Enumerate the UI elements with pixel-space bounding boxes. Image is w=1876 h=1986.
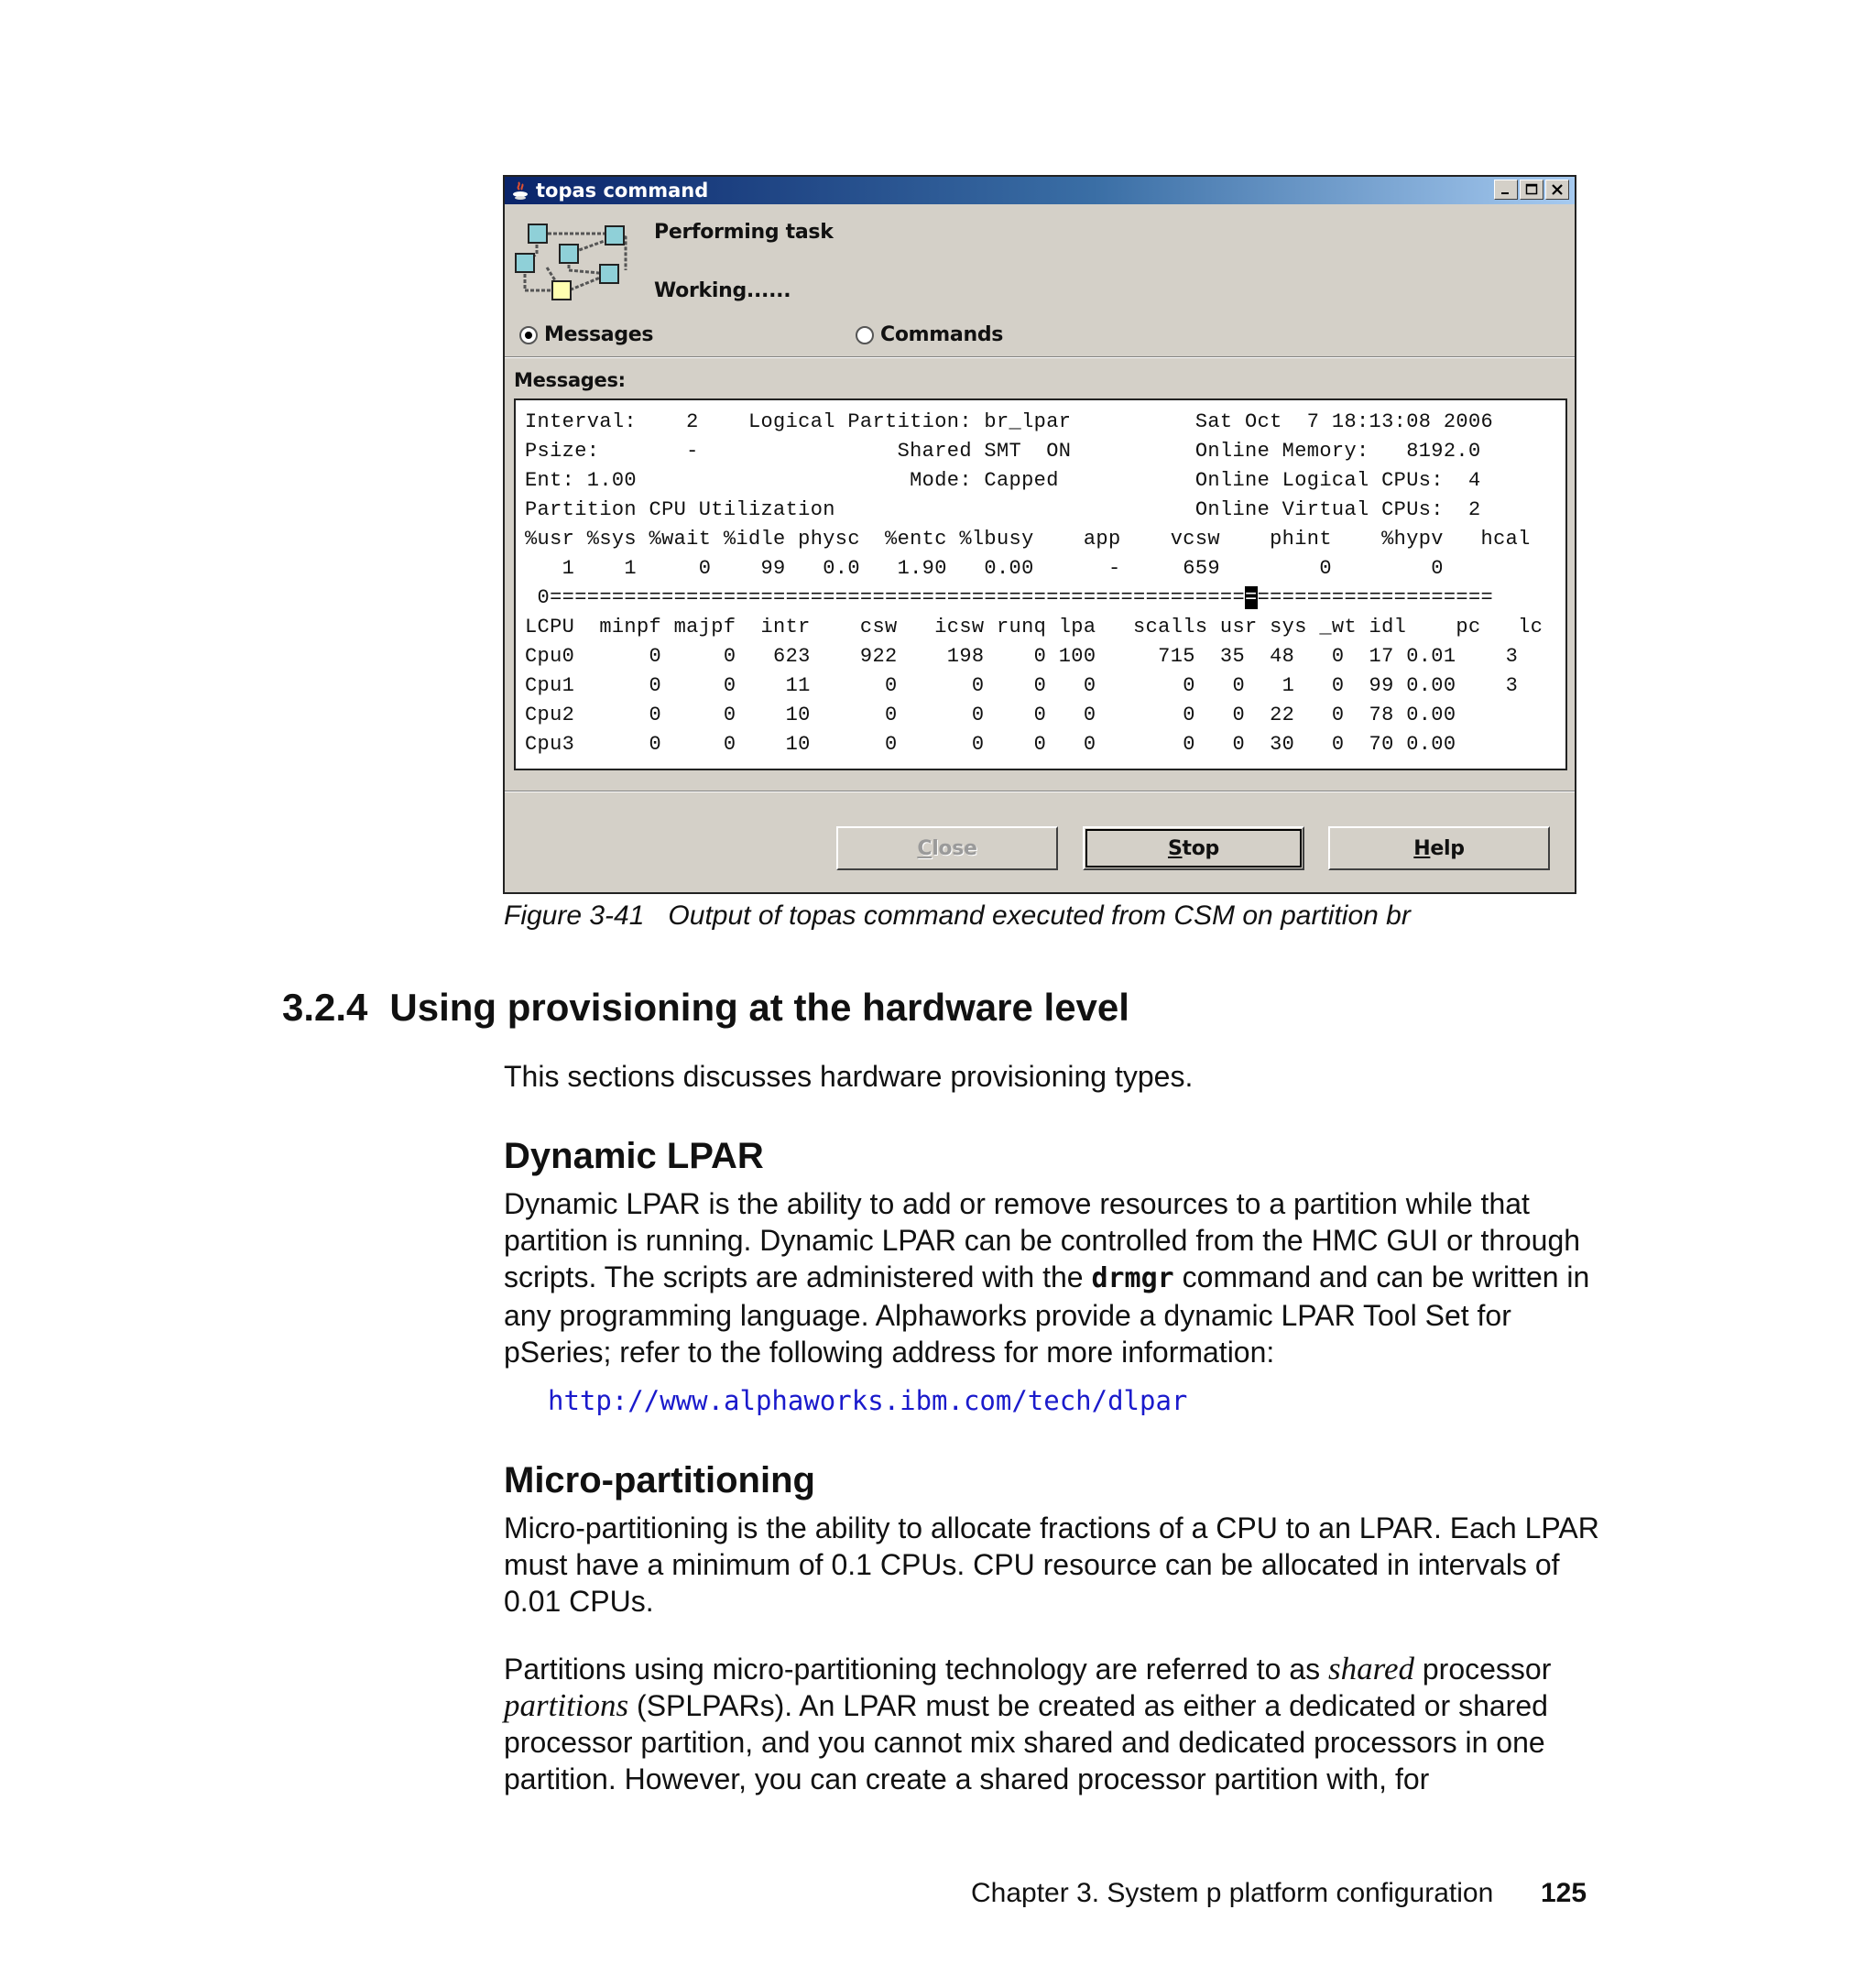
console-line: Cpu2 0 0 10 0 0 0 0 0 0 22 0 78 0.00 xyxy=(525,704,1456,726)
window-title: topas command xyxy=(536,180,709,202)
close-icon xyxy=(1551,183,1564,196)
help-button[interactable] xyxy=(1328,826,1550,870)
console-line: Interval: 2 Logical Partition: br_lpar Sat Oct 7 18:13:08 2006 xyxy=(525,410,1494,433)
console-line: Psize: - Shared SMT ON Online Memory: 8192.0 xyxy=(525,440,1481,463)
emphasis-partitions: partitions xyxy=(504,1687,629,1723)
minimize-button[interactable] xyxy=(1494,180,1518,200)
console-line: Partition CPU Utilization Online Virtual CPUs: 2 xyxy=(525,498,1481,521)
console-line: %usr %sys %wait %idle physc %entc %lbusy app vcsw phint %hypv hcal xyxy=(525,528,1531,551)
emphasis-shared: shared xyxy=(1328,1651,1414,1686)
console-line: Cpu0 0 0 623 922 198 0 100 715 35 48 0 17 0.01 3 xyxy=(525,645,1519,668)
paragraph-text: processor xyxy=(1413,1653,1552,1686)
section-heading xyxy=(282,986,1129,1030)
divider xyxy=(505,791,1575,792)
console-line: LCPU minpf majpf intr csw icsw runq lpa scalls usr sys _wt idl pc lc xyxy=(525,616,1543,638)
stop-button[interactable] xyxy=(1083,826,1304,870)
radio-messages-label: Messages xyxy=(544,323,654,346)
section-number: 3.2.4 xyxy=(282,986,368,1029)
mnemonic-letter: H xyxy=(1413,836,1431,860)
paragraph-text: command and can be written in any programming language. Alphaworks provide a dynamic LPAR Tool Set for pSeries; refer to the following address for more information: xyxy=(504,1260,1590,1369)
page-number: 125 xyxy=(1541,1878,1587,1908)
chapter-footer: Chapter 3. System p platform configuration xyxy=(971,1878,1494,1908)
section-intro: This sections discusses hardware provisioning types. xyxy=(504,1060,1194,1093)
paragraph-text: Dynamic LPAR is the ability to add or remove resources to a partition while that partition is running. Dynamic LPAR can be controlled from the HMC GUI or through scripts. The scripts are administered with the xyxy=(504,1187,1581,1293)
splpar-paragraph xyxy=(504,1651,1603,1797)
console-line: Cpu1 0 0 11 0 0 0 0 0 0 1 0 99 0.00 3 xyxy=(525,674,1519,697)
radio-messages[interactable] xyxy=(519,323,653,346)
messages-label: Messages: xyxy=(514,369,626,391)
radio-selected-icon[interactable] xyxy=(519,326,538,344)
java-app-icon xyxy=(510,180,530,201)
maximize-icon xyxy=(1525,183,1538,196)
dynamic-lpar-paragraph xyxy=(504,1185,1603,1370)
maximize-button[interactable] xyxy=(1520,180,1543,200)
console-line: 1 1 0 99 0.0 1.90 0.00 - 659 0 0 xyxy=(525,557,1444,580)
stop-button-label: Stop xyxy=(1167,836,1220,860)
close-button[interactable] xyxy=(836,826,1058,870)
section-title: Using provisioning at the hardware level xyxy=(389,986,1129,1029)
mnemonic-letter: C xyxy=(917,836,933,860)
dynamic-lpar-heading: Dynamic LPAR xyxy=(504,1136,764,1176)
micro-partitioning-heading: Micro-partitioning xyxy=(504,1460,815,1500)
task-status: Working...... xyxy=(654,279,791,302)
close-window-button[interactable] xyxy=(1545,180,1569,200)
drmgr-command: drmgr xyxy=(1091,1262,1174,1294)
micro-partitioning-paragraph: Micro-partitioning is the ability to allocate fractions of a CPU to an LPAR. Each LPAR must have a minimum of 0.1 CPUs. CPU resource can be allocated in intervals of 0.01 CPUs. xyxy=(504,1511,1599,1618)
divider xyxy=(505,356,1575,358)
console-line: Ent: 1.00 Mode: Capped Online Logical CPUs: 4 xyxy=(525,469,1481,492)
console-line: 0============================================================================ xyxy=(525,586,1494,609)
paragraph-text: (SPLPARs). An LPAR must be created as either a dedicated or shared processor partition, and you cannot mix shared and dedicated processors in one partition. However, you can create a shared processor partition with, for xyxy=(504,1689,1548,1795)
task-heading: Performing task xyxy=(654,221,834,244)
help-button-label: Help xyxy=(1413,836,1465,860)
network-task-icon xyxy=(514,217,642,309)
text-cursor: = xyxy=(1245,586,1258,609)
window-titlebar[interactable] xyxy=(505,177,1575,204)
dlpar-url-link[interactable]: http://www.alphaworks.ibm.com/tech/dlpar xyxy=(548,1385,1188,1416)
radio-unselected-icon[interactable] xyxy=(856,326,874,344)
paragraph-text: Partitions using micro-partitioning technology are referred to as xyxy=(504,1653,1328,1686)
figure-number: Figure 3-41 xyxy=(504,900,645,931)
radio-commands-label: Commands xyxy=(880,323,1004,346)
figure-text: Output of topas command executed from CSM on partition br xyxy=(668,900,1411,931)
window-controls xyxy=(1494,180,1569,200)
radio-commands[interactable] xyxy=(856,323,1003,346)
topas-window xyxy=(503,175,1576,894)
messages-output[interactable] xyxy=(514,398,1567,770)
console-line: Cpu3 0 0 10 0 0 0 0 0 0 30 0 70 0.00 xyxy=(525,733,1456,756)
figure-caption xyxy=(504,900,1411,932)
minimize-icon xyxy=(1500,184,1511,195)
mnemonic-letter: S xyxy=(1167,836,1183,860)
close-button-label: Close xyxy=(917,836,977,860)
